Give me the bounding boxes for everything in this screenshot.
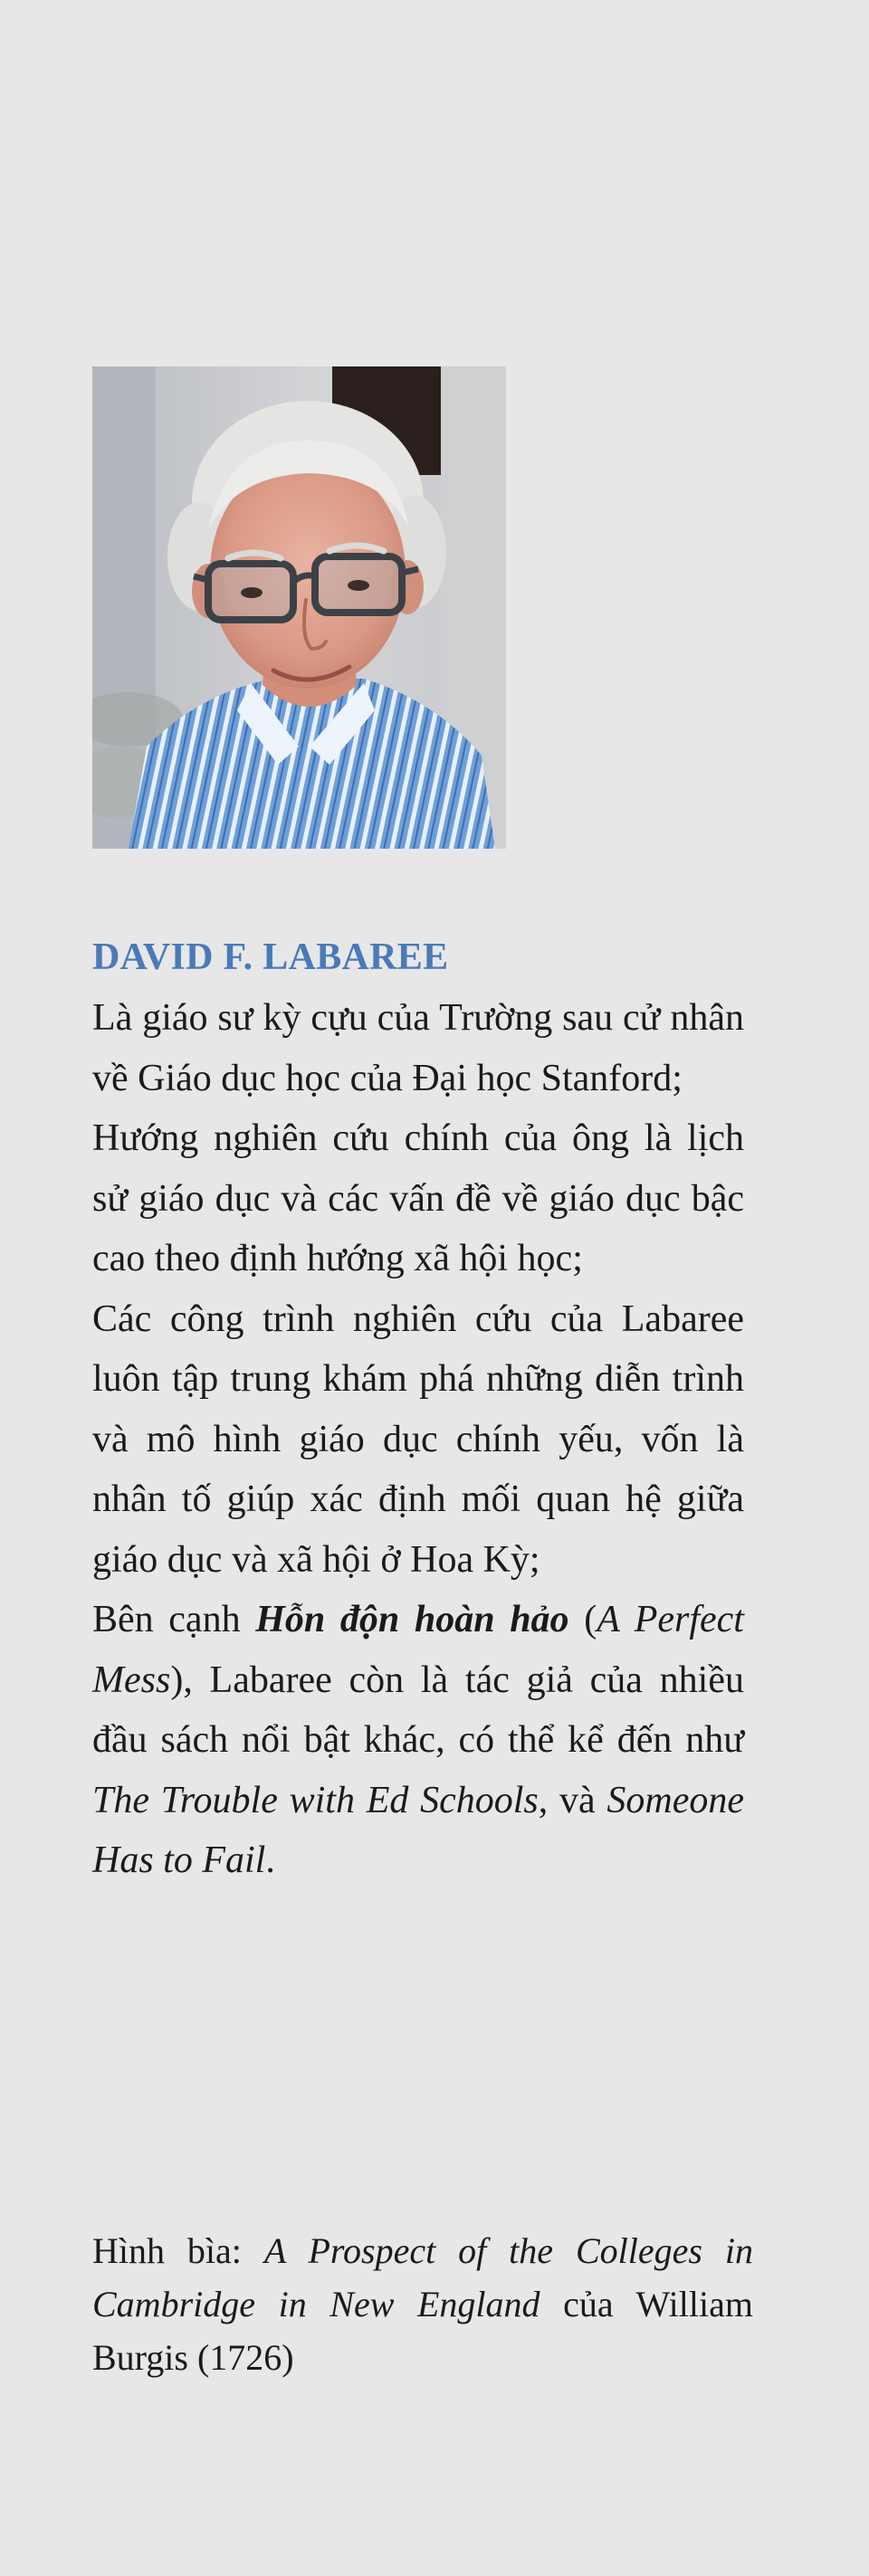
author-bio: [92, 988, 744, 1891]
bio-p4-after-book: ), Labaree còn là tác giả của nhiều đầu sách nổi bật khác, có thể kể đến như: [92, 1659, 744, 1761]
bio-p4-and: , và: [538, 1779, 607, 1821]
cover-caption: [92, 2224, 753, 2384]
bio-p4-intro: Bên cạnh: [92, 1599, 256, 1640]
book-title-someone-has-to-fail: Someone Has to Fail: [92, 1779, 744, 1881]
bio-p4-end: .: [265, 1839, 275, 1881]
author-name: DAVID F. LABAREE: [92, 936, 449, 978]
cover-caption-text: [92, 2224, 753, 2384]
book-title-trouble-ed-schools: The Trouble with Ed Schools: [92, 1779, 539, 1821]
book-title-vietnamese: Hỗn độn hoàn hảo: [255, 1599, 569, 1640]
cover-caption-suffix: của William Burgis (1726): [92, 2284, 753, 2378]
portrait-illustration: [92, 366, 506, 849]
bio-paragraph-1: Là giáo sư kỳ cựu của Trường sau cử nhân về Giáo dục học của Đại học Stanford;: [92, 997, 744, 1099]
bio-paragraph-3: Các công trình nghiên cứu của Labaree luôn tập trung khám phá những diễn trình và mô hình giáo dục chính yếu, vốn là nhân tố giúp xác định mối quan hệ giữa giáo dục và xã hội ở Hoa Kỳ;: [92, 1298, 744, 1581]
book-title-english: A Perfect Mess: [92, 1599, 744, 1701]
cover-artwork-title: A Prospect of the Colleges in Cambridge in New England: [92, 2230, 753, 2324]
bio-paragraph-4: [92, 1590, 744, 1891]
bio-p4-open-paren: (: [568, 1599, 597, 1640]
author-portrait: [92, 366, 506, 849]
cover-caption-label: Hình bìa:: [92, 2230, 264, 2271]
bio-paragraph-2: Hướng nghiên cứu chính của ông là lịch sử giáo dục và các vấn đề về giáo dục bậc cao theo định hướng xã hội học;: [92, 1117, 744, 1279]
